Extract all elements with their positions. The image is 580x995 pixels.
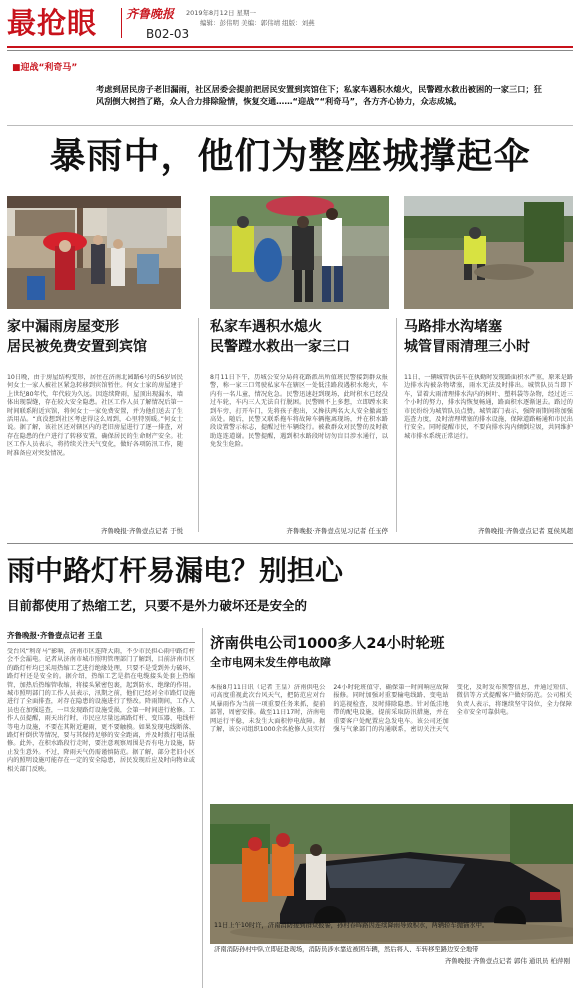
masthead bbox=[0, 0, 580, 73]
story-power-subtitle: 全市电网未发生停电故障 bbox=[210, 656, 331, 669]
second-subhead: 目前都使用了热缩工艺，只要不是外力破坏还是安全的 bbox=[7, 598, 308, 613]
shelter-scene-image bbox=[7, 196, 181, 309]
story-shelter-body: 10日晚，由于房屋结构变形，居住在济南北园路6号的56岁居民何女士一家人被社区紧急转移到宾馆暂住。何女士家的房屋建于上世纪80年代，年代较为久远。因连续降雨，屋顶出现漏水，墙体出现裂缝，存在较大安全隐患。社区工作人员了解情况后第一时间联系附近宾馆，将何女士一家免费安置，并为他们送去了生活用品。“真没想到社区考虑得这么周到，心里特别暖。”何女士说。据了解，该社区还对辖区内的老旧房屋进行了逐一排查，对存在隐患的住户进行了转移安置，确保居民的生命财产安全。社区工作人员表示，将持续关注天气变化，做好各项防汛工作，随时准备应对突发情况。 bbox=[7, 374, 183, 457]
story-drain-credit: 齐鲁晚报·齐鲁壹点记者 夏侯凤超 bbox=[477, 527, 573, 535]
photo-shelter-residents bbox=[7, 196, 181, 309]
section-tag: ■迎战“利奇马” bbox=[12, 63, 78, 73]
paper-logo: 齐鲁晚报 bbox=[126, 7, 175, 21]
photo-police-rescue bbox=[210, 196, 389, 309]
story-power bbox=[210, 628, 574, 990]
story-shelter bbox=[7, 318, 187, 536]
story-police bbox=[210, 318, 390, 536]
masthead-thin-rule bbox=[7, 50, 573, 51]
column-divider-1 bbox=[198, 318, 199, 532]
photo-firefighters-car bbox=[210, 804, 573, 944]
lead-paragraph: 考虑到居民房子老旧漏雨，社区居委会提前把居民安置到宾馆住下；私家车遇积水熄火，民警蹚水救出被困的一家三口；狂风刮倒大树挡了路，众人合力排除险情，恢复交通……“迎战”“利奇马”，各方齐心协力，众志成城。 bbox=[96, 84, 542, 106]
column-title: 最抢眼 bbox=[7, 6, 98, 40]
photo-drain-clearing bbox=[404, 196, 573, 309]
story-drain-body: 11日，一辆城管执法车在执勤时发现路面积水严重，原来是路边排水沟被杂物堵塞，雨水无法及时排出。城管队员当即下车，冒着大雨清理排水沟内的树叶、塑料袋等杂物，经过近三个小时的努力，排水沟恢复畅通，路面积水逐渐退去。路过的市民纷纷为城管队员点赞。城管部门表示，强降雨期间将加强巡查力度，及时清理堵塞的排水设施，保障道路畅通和市民出行安全。同时提醒市民，不要向排水沟内倾倒垃圾，共同维护城市排水系统正常运行。 bbox=[404, 374, 573, 440]
story-power-title: 济南供电公司1000多人24小时轮班 bbox=[210, 636, 445, 652]
story-police-credit: 齐鲁晚报·齐鲁壹点见习记者 任玉停 bbox=[286, 527, 388, 535]
editor-credits: 编辑：彭伟明 美编：郭伟靖 组版：刘燕 bbox=[200, 19, 315, 27]
masthead-bottom-rule bbox=[7, 46, 573, 48]
story-lamp-byline: 齐鲁晚报·齐鲁壹点记者 王皇 bbox=[7, 631, 103, 640]
main-headline: 暴雨中，他们为整座城撑起伞 bbox=[49, 136, 531, 177]
photo-credit: 齐鲁晚报·齐鲁壹点记者 郭伟 通讯员 柏萍刚 bbox=[444, 957, 570, 965]
page-number: B02-03 bbox=[146, 27, 190, 41]
story-police-title-line1: 私家车遇积水熄火 bbox=[210, 319, 322, 335]
masthead-divider-vertical bbox=[121, 8, 122, 38]
second-headline: 雨中路灯杆易漏电？别担心 bbox=[7, 554, 344, 587]
story-shelter-title-line2: 居民被免费安置到宾馆 bbox=[7, 339, 147, 355]
story-police-title-line2: 民警蹚水救出一家三口 bbox=[210, 339, 350, 355]
story-drain-title-line2: 城管冒雨清理三小时 bbox=[404, 339, 530, 355]
drain-clearing-image bbox=[404, 196, 573, 309]
story-drain bbox=[404, 318, 574, 536]
photo-caption-1: 11日上午10时许，济南消防接到群众报警，孙村春晖路因连续降雨导致积水，两辆轿车抛锚水中。 bbox=[214, 922, 489, 929]
police-rescue-image bbox=[210, 196, 389, 309]
story-shelter-title-line1: 家中漏雨房屋变形 bbox=[7, 319, 119, 335]
story-lamp-body: 受台风“利奇马”影响，济南市区连降大雨，不少市民担心雨中路灯杆会不会漏电。记者从济南市城市照明管理部门了解到，目前济南市区的路灯杆均已采用热缩工艺进行绝缘处理，只要不是受到外力破坏，路灯杆还是安全的。据介绍，热缩工艺是指在电缆接头处套上热缩管，加热后热缩管收缩，将接头紧密包裹，起到防水、绝缘的作用。城市照明部门的工作人员表示，汛期之前，他们已经对全市路灯设施进行了全面排查，对存在隐患的设施进行了整改。降雨期间，工作人员也在加强巡查，一旦发现路灯设施受损，会第一时间进行抢修。工作人员提醒，雨天出行时，市民应尽量远离路灯杆、变压器、电线杆等电力设施，不要在其附近避雨，更不要触摸。如果发现电线断落、路灯杆倒伏等情况，要与其保持足够的安全距离，并及时拨打电话报修。此外，在积水路段行走时，要注意观察周围是否有电力设施，防止发生意外。不过，降雨天气仍需谨慎防范。据了解，部分老旧小区内的照明设施可能存在一定的安全隐患，居民发现后应及时向物业或相关部门反映。 bbox=[7, 648, 195, 773]
story-shelter-credit: 齐鲁晚报·齐鲁壹点记者 于悦 bbox=[100, 527, 183, 535]
issue-date: 2019年8月12日 星期一 bbox=[186, 9, 257, 17]
column-divider-3 bbox=[202, 628, 203, 988]
story-lamp bbox=[7, 628, 197, 988]
column-divider-2 bbox=[396, 318, 397, 532]
story-drain-title-line1: 马路排水沟堵塞 bbox=[404, 319, 502, 335]
story-police-body: 8月11日下午，历城公安分局荷花路派出所值班民警接到群众报警，称一家三口驾驶私家车在辖区一处低洼路段遇积水熄火，车内有一名儿童，情况危急。民警迅速赶到现场，此时积水已经没过车轮，车内三人无法自行脱困。民警顾不上多想，立即蹚水来到车旁，打开车门，先将孩子抱出，又搀扶两名大人安全撤离至高处。随后，民警又联系拖车将故障车辆拖离现场，并在积水路段设置警示标志，提醒过往车辆绕行。被救群众对民警的及时救助连连道谢。民警提醒，遇到积水路段时切勿盲目涉水通行，以免发生危险。 bbox=[210, 374, 388, 449]
story-lamp-byline-rule bbox=[7, 642, 195, 643]
story-power-body: 本报8月11日讯（记者 王皇）济南供电公司高度重视此次台风天气，把防范应对台风暴雨作为当前一项重要任务来抓，提前部署，周密安排。截至11日17时，济南电网运行平稳，未发生大面积停电故障。据了解，该公司组织1000余名抢修人员实行24小时轮班值守，确保第一时间响应故障报修。同时加强对重要输电线路、变电站的巡视检查，及时排除隐患。针对低洼地带的配电设施，提前采取防汛措施，并在重要客户处配置应急发电车。该公司还加强与气象部门的沟通联系，密切关注天气变化，及时发布预警信息，并通过短信、微信等方式提醒客户做好防范。公司相关负责人表示，将继续坚守岗位，全力保障全市安全可靠供电。 bbox=[210, 684, 572, 734]
lead-divider bbox=[7, 125, 573, 126]
photo-caption-2: 济南消防孙村中队立即赶赴现场，消防员涉水靠近被困车辆，然后将人、车转移至路边安全地带 bbox=[214, 946, 479, 953]
section-divider bbox=[7, 543, 573, 544]
